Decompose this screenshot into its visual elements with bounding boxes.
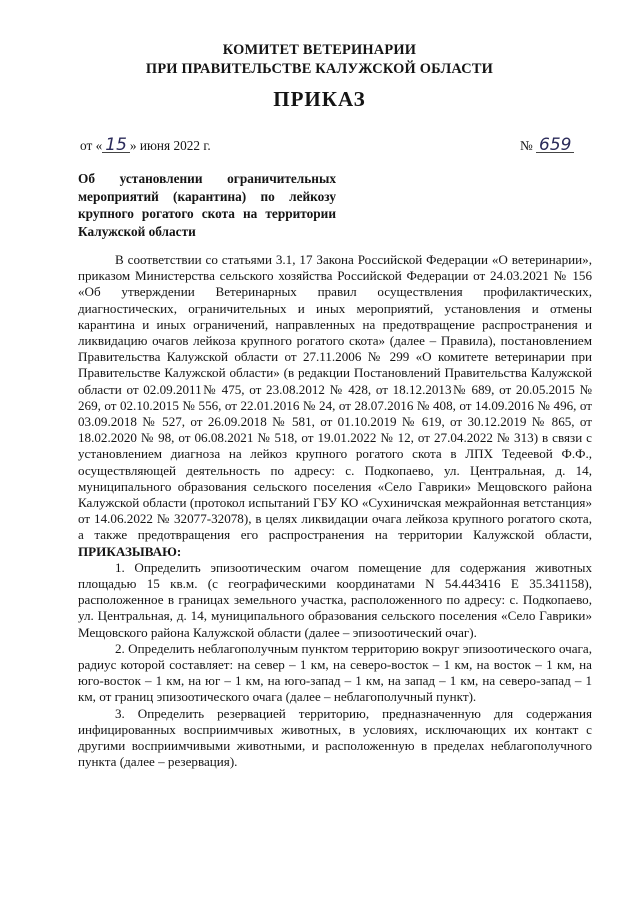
order-item: 2. Определить неблагополучным пунктом территорию вокруг эпизоотического очага, радиус которой составляет: на север – 1 км, на северо-восток – 1 км, на восток – 1 км, на юго-восток – 1 км, на юг – 1 км, на юго-запад – 1 км, на запад – 1 км, на северо-запад – 1 км, от границ эпизоотического очага (далее – неблагополучный пункт). (78, 640, 592, 705)
order-number (520, 135, 574, 155)
number-prefix: № (520, 138, 533, 153)
preamble-paragraph (78, 252, 592, 560)
date-suffix: » июня 2022 г. (129, 138, 211, 153)
number-value-handwritten: 659 (536, 138, 574, 153)
preamble-text: В соответствии со статьями 3.1, 17 Закона Российской Федерации «О ветеринарии», приказом Министерства сельского хозяйства Российской Федерации от 24.03.2021 № 156 «Об утверждении Ветеринарных правил осуществления профилактических, диагностических, ограничительных и иных мероприятий, установления и отмены карантина и иных ограничений, направленных на предотвращение распространения и ликвидацию очагов лейкоза крупного рогатого скота» (далее – Правила), постановлением Правительства Калужской области от 27.11.2006 № 299 «О комитете ветеринарии при Правительстве Калужской области» (в редакции Постановлений Правительства Калужской области от 02.09.2011№ 475, от 23.08.2012 № 428, от 18.12.2013№ 689, от 20.05.2015 № 269, от 02.10.2015 № 556, от 22.01.2016 № 24, от 28.07.2016 № 408, от 14.09.2016 № 496, от 03.09.2018 № 527, от 26.09.2018 № 581, от 01.10.2019 № 619, от 30.12.2019 № 865, от 18.02.2020 № 98, от 06.08.2021 № 518, от 19.01.2022 № 12, от 27.04.2022 № 313) в связи с установлением диагноза на лейкоз крупного рогатого скота в ЛПХ Тедеевой Ф.Ф., осуществляющей деятельность по адресу: с. Подкопаево, ул. Центральная, д. 14, муниципального образования сельского поселения «Село Гаврики» Мещовского района Калужской области (протокол испытаний ГБУ КО «Сухиничская межрайонная ветстанция» от 14.06.2022 № 32077-32078), в целях ликвидации очага лейкоза крупного рогатого скота, а также предотвращения его распространения на территории Калужской области, (78, 252, 592, 543)
subject-line: мероприятий (карантина) по лейкозу (78, 188, 336, 204)
date-day-handwritten: 15 (102, 138, 130, 153)
order-item: 3. Определить резервацией территорию, предназначенную для содержания инфицированных восприимчивых животных, в условиях, исключающих их контакт с другими восприимчивыми животными, и расположенную в пределах неблагополучного пункта (далее – резервация). (78, 705, 592, 770)
subject-line: Калужской области (78, 223, 196, 239)
command-word: ПРИКАЗЫВАЮ: (78, 543, 182, 559)
subject-line: крупного рогатого скота на территории (78, 206, 336, 222)
order-subject (78, 170, 336, 240)
organization-subtitle: ПРИ ПРАВИТЕЛЬСТВЕ КАЛУЖСКОЙ ОБЛАСТИ (145, 61, 494, 77)
order-body (78, 252, 592, 771)
order-date (80, 135, 211, 155)
order-item: 1. Определить эпизоотическим очагом помещение для содержания животных площадью 15 кв.м. (с географическими координатами N 54.443416 E 35.341158), расположенное в границах земельного участка, расположенного по адресу: с. Подкопаево, ул. Центральная, д. 14, муниципального образования сельского поселения «Село Гаврики» Мещовского района Калужской области (далее – эпизоотический очаг). (78, 559, 592, 640)
document-title: ПРИКАЗ (273, 87, 366, 111)
organization-name: КОМИТЕТ ВЕТЕРИНАРИИ (222, 42, 417, 58)
subject-line: Об установлении ограничительных (78, 171, 336, 186)
date-prefix: от « (80, 138, 103, 153)
